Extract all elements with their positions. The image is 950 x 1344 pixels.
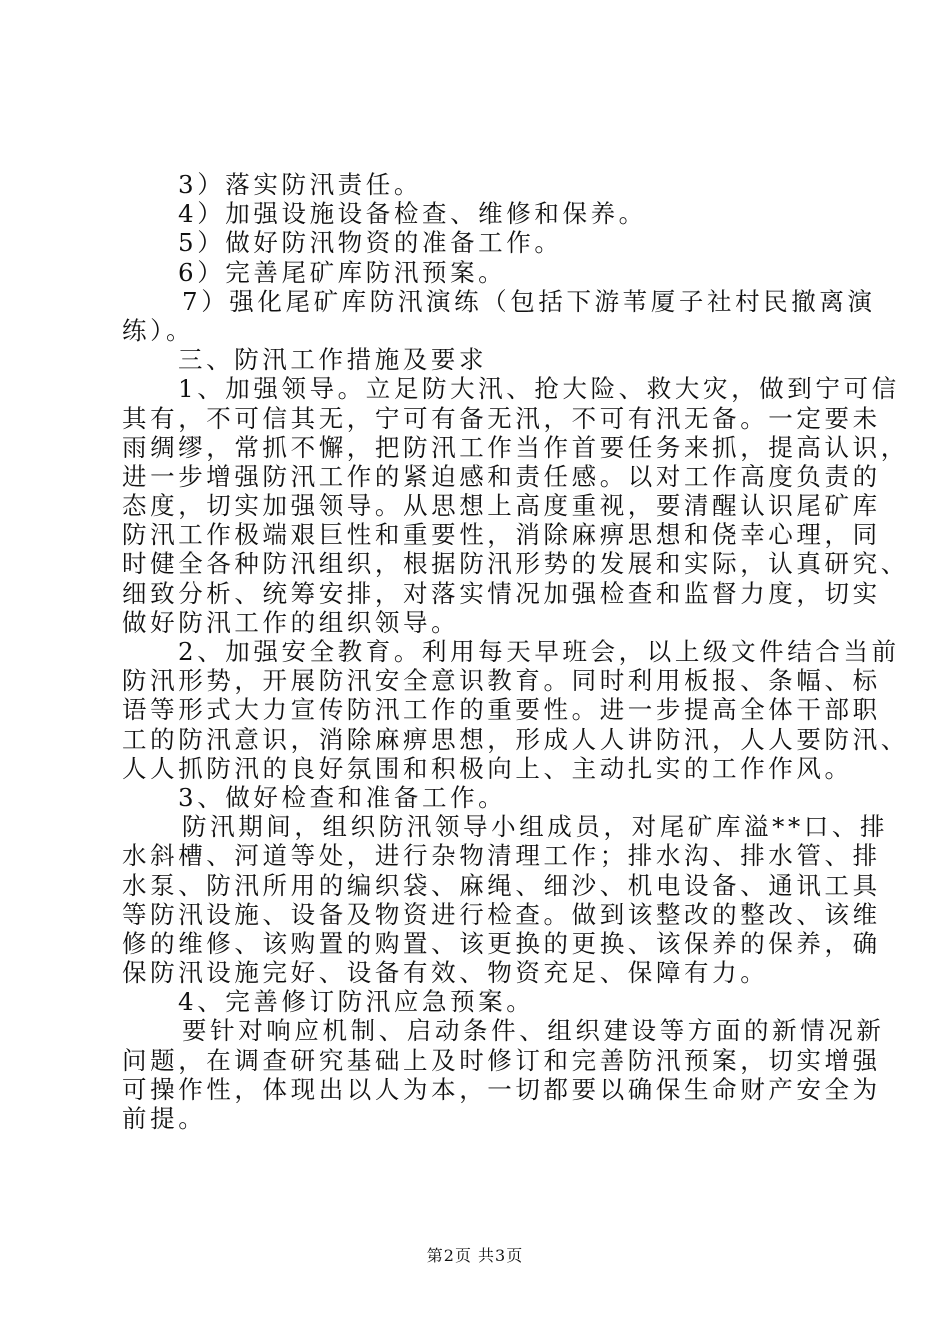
- paragraph-1-line: 进一步增强防汛工作的紧迫感和责任感。以对工作高度负责的: [122, 461, 881, 491]
- paragraph-1-line: 细致分析、统筹安排，对落实情况加强检查和监督力度，切实: [122, 578, 881, 608]
- list-item-7-continued: 练）。: [122, 315, 195, 345]
- paragraph-1-line: 防汛工作极端艰巨性和重要性，消除麻痹思想和侥幸心理，同: [122, 520, 881, 550]
- paragraph-3-line: 等防汛设施、设备及物资进行检查。做到该整改的整改、该维: [122, 899, 881, 929]
- paragraph-3-line: 修的维修、该购置的购置、该更换的更换、该保养的保养，确: [122, 928, 881, 958]
- paragraph-4-line: 可操作性，体现出以人为本，一切都要以确保生命财产安全为: [122, 1074, 881, 1104]
- paragraph-1-line: 雨绸缪，常抓不懈，把防汛工作当作首要任务来抓，提高认识，: [122, 432, 909, 462]
- list-item-3: 3）落实防汛责任。: [178, 170, 422, 199]
- section-heading: 三、防汛工作措施及要求: [178, 345, 488, 375]
- paragraph-1-line: 其有，不可信其无，宁可有备无汛，不可有汛无备。一定要未: [122, 403, 881, 433]
- paragraph-4-line: 前提。: [122, 1104, 207, 1133]
- paragraph-1-line: 态度，切实加强领导。从思想上高度重视，要清醒认识尾矿库: [122, 491, 881, 521]
- paragraph-3-line: 水泵、防汛所用的编织袋、麻绳、细沙、机电设备、通讯工具: [122, 870, 881, 900]
- list-item-6: 6）完善尾矿库防汛预案。: [178, 257, 507, 287]
- paragraph-4-line: 问题，在调查研究基础上及时修订和完善防汛预案，切实增强: [122, 1045, 881, 1075]
- paragraph-2-line: 工的防汛意识，消除麻痹思想，形成人人讲防汛，人人要防汛、: [122, 724, 909, 754]
- paragraph-2-line: 语等形式大力宣传防汛工作的重要性。进一步提高全体干部职: [122, 695, 881, 725]
- list-item-4: 4）加强设施设备检查、维修和保养。: [178, 199, 647, 229]
- paragraph-2-line: 2、加强安全教育。利用每天早班会，以上级文件结合当前: [178, 637, 900, 666]
- list-item-5: 5）做好防汛物资的准备工作。: [178, 228, 563, 258]
- list-item-7: 7）强化尾矿库防汛演练（包括下游苇厦子社村民撤离演: [182, 286, 876, 316]
- paragraph-1-line: 做好防汛工作的组织领导。: [122, 607, 460, 637]
- paragraph-1-line: 时健全各种防汛组织，根据防汛形势的发展和实际，认真研究、: [122, 549, 909, 579]
- paragraph-2-line: 防汛形势，开展防汛安全意识教育。同时利用板报、条幅、标: [122, 666, 881, 696]
- paragraph-1-line: 1、加强领导。立足防大汛、抢大险、救大灾，做到宁可信: [178, 374, 900, 404]
- paragraph-3-line: 防汛期间，组织防汛领导小组成员，对尾矿库溢**口、排: [182, 812, 889, 842]
- paragraph-4-line: 要针对响应机制、启动条件、组织建设等方面的新情况新: [182, 1016, 885, 1046]
- paragraph-3-line: 保防汛设施完好、设备有效、物资充足、保障有力。: [122, 958, 769, 988]
- document-body: [122, 170, 909, 1133]
- paragraph-2-line: 人人抓防汛的良好氛围和积极向上、主动扎实的工作作风。: [122, 753, 853, 783]
- paragraph-4-heading: 4、完善修订防汛应急预案。: [178, 987, 535, 1017]
- page-number-footer: 第2页 共3页: [426, 1246, 524, 1265]
- paragraph-3-heading: 3、做好检查和准备工作。: [178, 782, 507, 812]
- paragraph-3-line: 水斜槽、河道等处，进行杂物清理工作；排水沟、排水管、排: [122, 841, 881, 871]
